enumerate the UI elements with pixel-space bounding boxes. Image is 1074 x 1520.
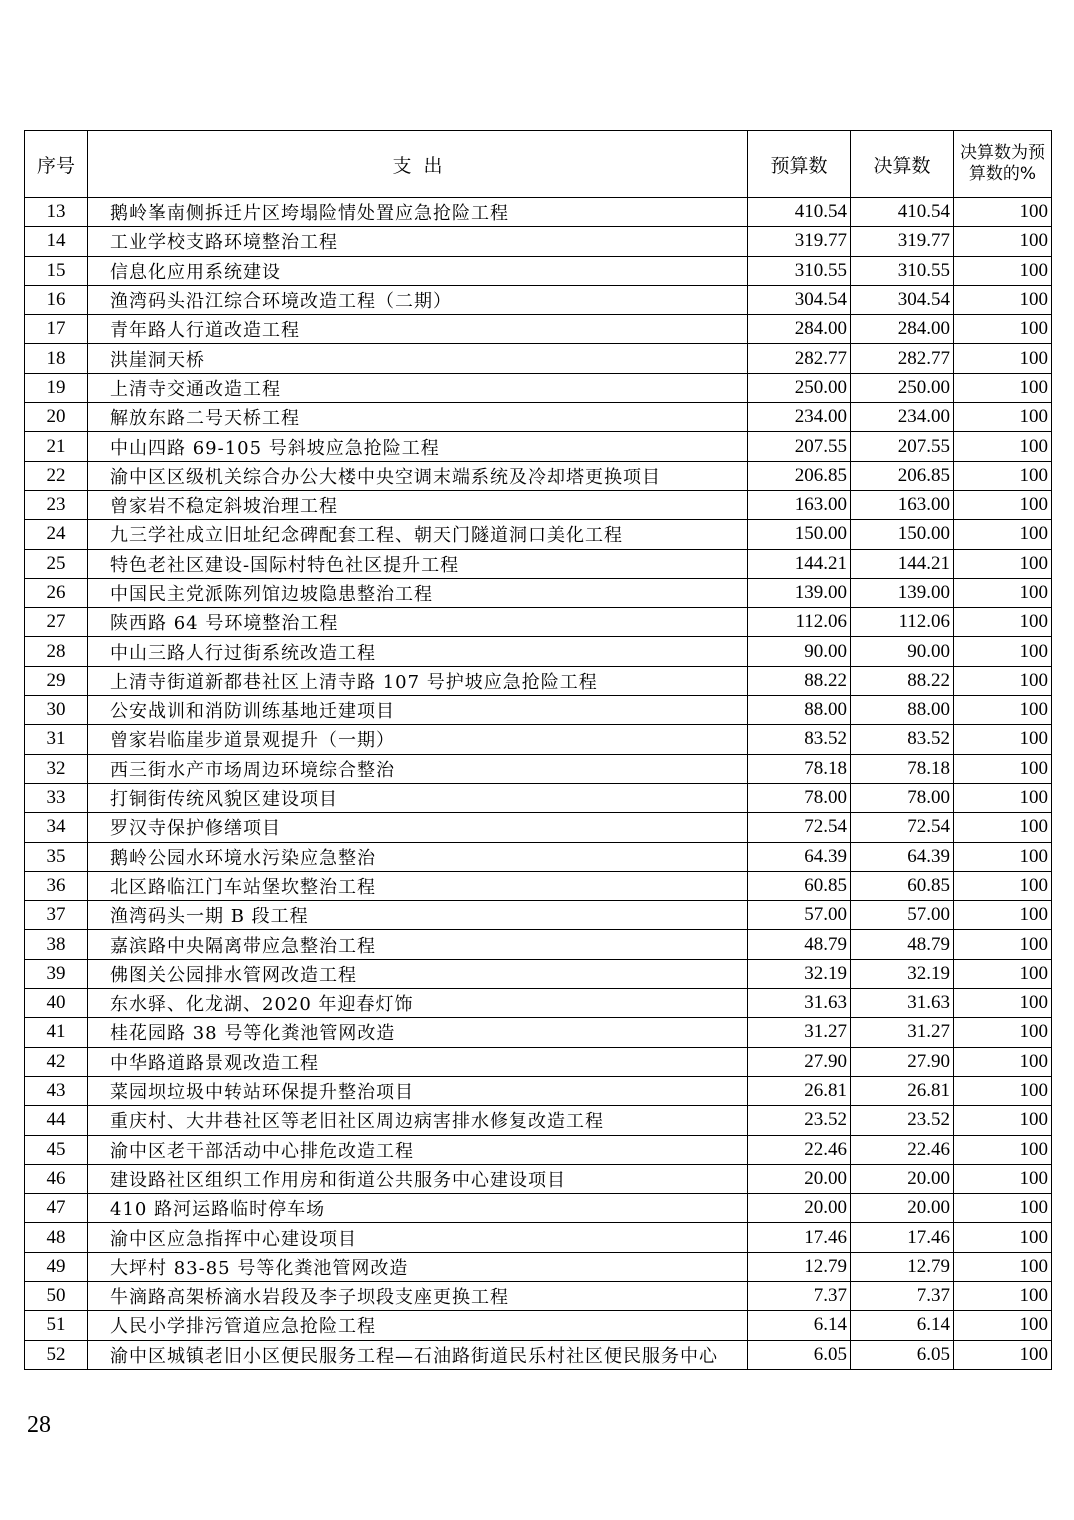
row-expenditure-item: 青年路人行道改造工程 <box>88 315 748 344</box>
row-final-accounts: 6.05 <box>851 1340 954 1369</box>
row-serial-no: 30 <box>25 696 88 725</box>
expenditure-table <box>24 130 1052 1370</box>
table-row <box>25 432 1052 461</box>
header-budget: 预算数 <box>748 131 851 198</box>
table-row <box>25 315 1052 344</box>
row-expenditure-item: 菜园坝垃圾中转站环保提升整治项目 <box>88 1076 748 1105</box>
row-final-accounts: 206.85 <box>851 461 954 490</box>
row-serial-no: 40 <box>25 989 88 1018</box>
table-row <box>25 520 1052 549</box>
row-serial-no: 44 <box>25 1106 88 1135</box>
row-expenditure-item: 罗汉寺保护修缮项目 <box>88 813 748 842</box>
row-percent: 100 <box>954 989 1052 1018</box>
table-row <box>25 490 1052 519</box>
row-budget: 83.52 <box>748 725 851 754</box>
row-budget: 57.00 <box>748 901 851 930</box>
row-final-accounts: 310.55 <box>851 256 954 285</box>
row-final-accounts: 22.46 <box>851 1135 954 1164</box>
table-row <box>25 549 1052 578</box>
row-serial-no: 16 <box>25 285 88 314</box>
row-expenditure-item: 中华路道路景观改造工程 <box>88 1047 748 1076</box>
table-body <box>25 198 1052 1370</box>
row-final-accounts: 78.18 <box>851 754 954 783</box>
row-percent: 100 <box>954 198 1052 227</box>
row-final-accounts: 83.52 <box>851 725 954 754</box>
row-budget: 6.05 <box>748 1340 851 1369</box>
row-expenditure-item: 打铜街传统风貌区建设项目 <box>88 783 748 812</box>
row-expenditure-item: 佛图关公园排水管网改造工程 <box>88 959 748 988</box>
row-final-accounts: 163.00 <box>851 490 954 519</box>
row-percent: 100 <box>954 315 1052 344</box>
row-final-accounts: 26.81 <box>851 1076 954 1105</box>
row-expenditure-item: 人民小学排污管道应急抢险工程 <box>88 1311 748 1340</box>
table-row <box>25 1047 1052 1076</box>
row-serial-no: 39 <box>25 959 88 988</box>
row-final-accounts: 32.19 <box>851 959 954 988</box>
row-percent: 100 <box>954 256 1052 285</box>
row-expenditure-item: 中山四路 69-105 号斜坡应急抢险工程 <box>88 432 748 461</box>
row-budget: 27.90 <box>748 1047 851 1076</box>
table-row <box>25 461 1052 490</box>
row-percent: 100 <box>954 1106 1052 1135</box>
row-percent: 100 <box>954 959 1052 988</box>
row-percent: 100 <box>954 578 1052 607</box>
row-budget: 90.00 <box>748 637 851 666</box>
row-budget: 310.55 <box>748 256 851 285</box>
row-budget: 150.00 <box>748 520 851 549</box>
row-percent: 100 <box>954 520 1052 549</box>
row-percent: 100 <box>954 1135 1052 1164</box>
row-expenditure-item: 洪崖洞天桥 <box>88 344 748 373</box>
row-serial-no: 41 <box>25 1018 88 1047</box>
row-final-accounts: 319.77 <box>851 227 954 256</box>
row-expenditure-item: 上清寺交通改造工程 <box>88 373 748 402</box>
row-serial-no: 37 <box>25 901 88 930</box>
row-budget: 48.79 <box>748 930 851 959</box>
row-percent: 100 <box>954 490 1052 519</box>
row-serial-no: 38 <box>25 930 88 959</box>
table-row <box>25 637 1052 666</box>
row-expenditure-item: 陕西路 64 号环境整治工程 <box>88 608 748 637</box>
row-expenditure-item: 桂花园路 38 号等化粪池管网改造 <box>88 1018 748 1047</box>
table-row <box>25 725 1052 754</box>
row-budget: 64.39 <box>748 842 851 871</box>
row-serial-no: 23 <box>25 490 88 519</box>
page-number: 28 <box>27 1412 51 1438</box>
row-percent: 100 <box>954 373 1052 402</box>
table-row <box>25 403 1052 432</box>
row-expenditure-item: 建设路社区组织工作用房和街道公共服务中心建设项目 <box>88 1164 748 1193</box>
row-percent: 100 <box>954 1340 1052 1369</box>
row-expenditure-item: 信息化应用系统建设 <box>88 256 748 285</box>
row-serial-no: 50 <box>25 1281 88 1310</box>
row-serial-no: 51 <box>25 1311 88 1340</box>
row-budget: 144.21 <box>748 549 851 578</box>
row-percent: 100 <box>954 1194 1052 1223</box>
row-percent: 100 <box>954 871 1052 900</box>
table-row <box>25 1164 1052 1193</box>
row-budget: 250.00 <box>748 373 851 402</box>
table-row <box>25 1076 1052 1105</box>
table-header <box>25 131 1052 198</box>
row-final-accounts: 88.00 <box>851 696 954 725</box>
row-expenditure-item: 渝中区城镇老旧小区便民服务工程—石油路街道民乐村社区便民服务中心 <box>88 1340 748 1369</box>
row-serial-no: 34 <box>25 813 88 842</box>
row-serial-no: 35 <box>25 842 88 871</box>
row-serial-no: 18 <box>25 344 88 373</box>
row-serial-no: 31 <box>25 725 88 754</box>
row-serial-no: 49 <box>25 1252 88 1281</box>
row-final-accounts: 7.37 <box>851 1281 954 1310</box>
row-final-accounts: 410.54 <box>851 198 954 227</box>
row-budget: 304.54 <box>748 285 851 314</box>
row-percent: 100 <box>954 403 1052 432</box>
row-expenditure-item: 大坪村 83-85 号等化粪池管网改造 <box>88 1252 748 1281</box>
table-row <box>25 842 1052 871</box>
table-row <box>25 1252 1052 1281</box>
row-expenditure-item: 重庆村、大井巷社区等老旧社区周边病害排水修复改造工程 <box>88 1106 748 1135</box>
row-percent: 100 <box>954 285 1052 314</box>
row-percent: 100 <box>954 1047 1052 1076</box>
row-budget: 284.00 <box>748 315 851 344</box>
table-row <box>25 373 1052 402</box>
row-expenditure-item: 曾家岩临崖步道景观提升（一期） <box>88 725 748 754</box>
row-percent: 100 <box>954 1281 1052 1310</box>
row-percent: 100 <box>954 344 1052 373</box>
row-budget: 31.63 <box>748 989 851 1018</box>
row-expenditure-item: 北区路临江门车站堡坎整治工程 <box>88 871 748 900</box>
table-row <box>25 666 1052 695</box>
row-serial-no: 19 <box>25 373 88 402</box>
row-budget: 139.00 <box>748 578 851 607</box>
row-budget: 163.00 <box>748 490 851 519</box>
row-expenditure-item: 渔湾码头沿江综合环境改造工程（二期） <box>88 285 748 314</box>
row-expenditure-item: 解放东路二号天桥工程 <box>88 403 748 432</box>
table-row <box>25 871 1052 900</box>
row-percent: 100 <box>954 1076 1052 1105</box>
table-row <box>25 1018 1052 1047</box>
row-budget: 6.14 <box>748 1311 851 1340</box>
row-expenditure-item: 渝中区区级机关综合办公大楼中央空调末端系统及冷却塔更换项目 <box>88 461 748 490</box>
row-budget: 112.06 <box>748 608 851 637</box>
header-expenditure: 支 出 <box>88 131 748 198</box>
row-final-accounts: 139.00 <box>851 578 954 607</box>
row-final-accounts: 284.00 <box>851 315 954 344</box>
row-expenditure-item: 牛滴路高架桥滴水岩段及李子坝段支座更换工程 <box>88 1281 748 1310</box>
row-expenditure-item: 中国民主党派陈列馆边坡隐患整治工程 <box>88 578 748 607</box>
row-expenditure-item: 鹅岭公园水环境水污染应急整治 <box>88 842 748 871</box>
row-budget: 26.81 <box>748 1076 851 1105</box>
row-expenditure-item: 曾家岩不稳定斜坡治理工程 <box>88 490 748 519</box>
row-final-accounts: 20.00 <box>851 1194 954 1223</box>
table-row <box>25 1281 1052 1310</box>
row-final-accounts: 31.27 <box>851 1018 954 1047</box>
row-percent: 100 <box>954 754 1052 783</box>
row-budget: 23.52 <box>748 1106 851 1135</box>
row-serial-no: 42 <box>25 1047 88 1076</box>
table-row <box>25 901 1052 930</box>
row-final-accounts: 48.79 <box>851 930 954 959</box>
row-expenditure-item: 公安战训和消防训练基地迁建项目 <box>88 696 748 725</box>
row-budget: 22.46 <box>748 1135 851 1164</box>
row-budget: 88.00 <box>748 696 851 725</box>
row-serial-no: 32 <box>25 754 88 783</box>
row-final-accounts: 6.14 <box>851 1311 954 1340</box>
row-expenditure-item: 渝中区老干部活动中心排危改造工程 <box>88 1135 748 1164</box>
row-serial-no: 47 <box>25 1194 88 1223</box>
row-serial-no: 26 <box>25 578 88 607</box>
row-serial-no: 52 <box>25 1340 88 1369</box>
row-final-accounts: 282.77 <box>851 344 954 373</box>
table-row <box>25 578 1052 607</box>
row-budget: 206.85 <box>748 461 851 490</box>
row-percent: 100 <box>954 461 1052 490</box>
row-serial-no: 17 <box>25 315 88 344</box>
row-budget: 17.46 <box>748 1223 851 1252</box>
table-row <box>25 256 1052 285</box>
row-final-accounts: 207.55 <box>851 432 954 461</box>
table-row <box>25 198 1052 227</box>
row-percent: 100 <box>954 608 1052 637</box>
row-final-accounts: 20.00 <box>851 1164 954 1193</box>
table-row <box>25 285 1052 314</box>
row-final-accounts: 64.39 <box>851 842 954 871</box>
row-serial-no: 21 <box>25 432 88 461</box>
row-percent: 100 <box>954 666 1052 695</box>
row-serial-no: 28 <box>25 637 88 666</box>
row-final-accounts: 234.00 <box>851 403 954 432</box>
row-final-accounts: 88.22 <box>851 666 954 695</box>
row-final-accounts: 57.00 <box>851 901 954 930</box>
row-final-accounts: 27.90 <box>851 1047 954 1076</box>
row-budget: 60.85 <box>748 871 851 900</box>
table-row <box>25 1311 1052 1340</box>
table-row <box>25 344 1052 373</box>
row-expenditure-item: 东水驿、化龙湖、2020 年迎春灯饰 <box>88 989 748 1018</box>
row-budget: 234.00 <box>748 403 851 432</box>
row-percent: 100 <box>954 725 1052 754</box>
table-row <box>25 783 1052 812</box>
row-serial-no: 43 <box>25 1076 88 1105</box>
row-percent: 100 <box>954 1223 1052 1252</box>
row-final-accounts: 304.54 <box>851 285 954 314</box>
row-serial-no: 46 <box>25 1164 88 1193</box>
table-row <box>25 1135 1052 1164</box>
row-serial-no: 13 <box>25 198 88 227</box>
header-row <box>25 131 1052 198</box>
header-serial-no: 序号 <box>25 131 88 198</box>
row-final-accounts: 150.00 <box>851 520 954 549</box>
table-row <box>25 1106 1052 1135</box>
row-serial-no: 36 <box>25 871 88 900</box>
row-final-accounts: 12.79 <box>851 1252 954 1281</box>
row-budget: 7.37 <box>748 1281 851 1310</box>
row-final-accounts: 90.00 <box>851 637 954 666</box>
row-final-accounts: 31.63 <box>851 989 954 1018</box>
row-percent: 100 <box>954 1018 1052 1047</box>
table-row <box>25 1223 1052 1252</box>
row-percent: 100 <box>954 637 1052 666</box>
row-expenditure-item: 中山三路人行过街系统改造工程 <box>88 637 748 666</box>
row-expenditure-item: 鹅岭峯南侧拆迁片区垮塌险情处置应急抢险工程 <box>88 198 748 227</box>
row-percent: 100 <box>954 930 1052 959</box>
row-percent: 100 <box>954 813 1052 842</box>
row-serial-no: 25 <box>25 549 88 578</box>
row-budget: 72.54 <box>748 813 851 842</box>
table-row <box>25 1194 1052 1223</box>
row-serial-no: 20 <box>25 403 88 432</box>
row-serial-no: 15 <box>25 256 88 285</box>
row-budget: 32.19 <box>748 959 851 988</box>
header-final-accounts: 决算数 <box>851 131 954 198</box>
table-row <box>25 696 1052 725</box>
row-budget: 88.22 <box>748 666 851 695</box>
row-budget: 31.27 <box>748 1018 851 1047</box>
table-row <box>25 813 1052 842</box>
row-final-accounts: 72.54 <box>851 813 954 842</box>
row-budget: 319.77 <box>748 227 851 256</box>
row-expenditure-item: 工业学校支路环境整治工程 <box>88 227 748 256</box>
row-budget: 410.54 <box>748 198 851 227</box>
row-budget: 12.79 <box>748 1252 851 1281</box>
table-row <box>25 754 1052 783</box>
row-expenditure-item: 九三学社成立旧址纪念碑配套工程、朝天门隧道洞口美化工程 <box>88 520 748 549</box>
row-percent: 100 <box>954 549 1052 578</box>
row-serial-no: 33 <box>25 783 88 812</box>
row-final-accounts: 112.06 <box>851 608 954 637</box>
row-budget: 20.00 <box>748 1194 851 1223</box>
row-serial-no: 14 <box>25 227 88 256</box>
row-serial-no: 22 <box>25 461 88 490</box>
row-expenditure-item: 渝中区应急指挥中心建设项目 <box>88 1223 748 1252</box>
row-expenditure-item: 特色老社区建设-国际村特色社区提升工程 <box>88 549 748 578</box>
row-final-accounts: 250.00 <box>851 373 954 402</box>
row-final-accounts: 23.52 <box>851 1106 954 1135</box>
table-row <box>25 608 1052 637</box>
row-percent: 100 <box>954 783 1052 812</box>
row-percent: 100 <box>954 901 1052 930</box>
table-row <box>25 227 1052 256</box>
table-row <box>25 1340 1052 1369</box>
row-percent: 100 <box>954 1164 1052 1193</box>
row-expenditure-item: 410 路河运路临时停车场 <box>88 1194 748 1223</box>
table-row <box>25 930 1052 959</box>
row-percent: 100 <box>954 696 1052 725</box>
row-serial-no: 45 <box>25 1135 88 1164</box>
row-expenditure-item: 嘉滨路中央隔离带应急整治工程 <box>88 930 748 959</box>
row-percent: 100 <box>954 1311 1052 1340</box>
table-row <box>25 959 1052 988</box>
header-final-to-budget-percent: 决算数为预算数的% <box>954 131 1052 198</box>
row-budget: 282.77 <box>748 344 851 373</box>
row-final-accounts: 144.21 <box>851 549 954 578</box>
row-serial-no: 27 <box>25 608 88 637</box>
row-percent: 100 <box>954 842 1052 871</box>
row-serial-no: 29 <box>25 666 88 695</box>
row-percent: 100 <box>954 1252 1052 1281</box>
row-final-accounts: 17.46 <box>851 1223 954 1252</box>
row-percent: 100 <box>954 227 1052 256</box>
row-final-accounts: 60.85 <box>851 871 954 900</box>
row-serial-no: 48 <box>25 1223 88 1252</box>
row-budget: 20.00 <box>748 1164 851 1193</box>
row-expenditure-item: 西三街水产市场周边环境综合整治 <box>88 754 748 783</box>
row-budget: 207.55 <box>748 432 851 461</box>
row-final-accounts: 78.00 <box>851 783 954 812</box>
row-budget: 78.18 <box>748 754 851 783</box>
row-serial-no: 24 <box>25 520 88 549</box>
row-expenditure-item: 上清寺街道新都巷社区上清寺路 107 号护坡应急抢险工程 <box>88 666 748 695</box>
row-percent: 100 <box>954 432 1052 461</box>
table-row <box>25 989 1052 1018</box>
row-expenditure-item: 渔湾码头一期 B 段工程 <box>88 901 748 930</box>
row-budget: 78.00 <box>748 783 851 812</box>
